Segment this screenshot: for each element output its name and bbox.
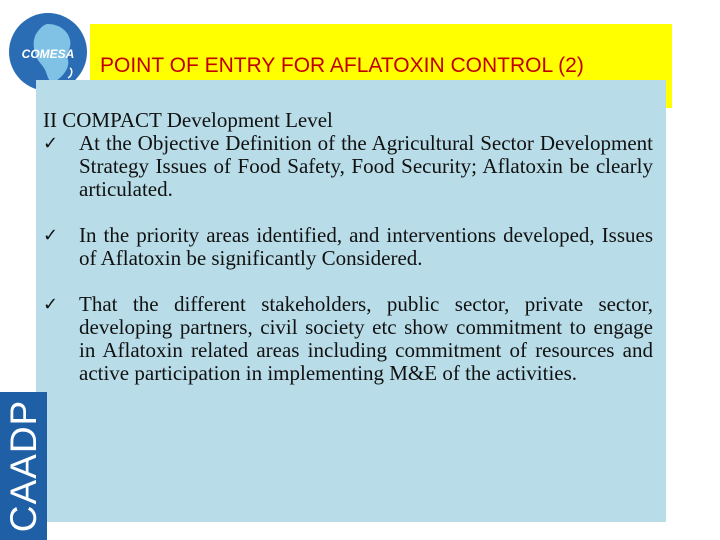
bullet-text: At the Objective Definition of the Agricultural Sector Development Strategy Issues of Food Safety, Food Security; Aflatoxin be clearly articulated. bbox=[79, 131, 653, 201]
slide-title: POINT OF ENTRY FOR AFLATOXIN CONTROL (2) bbox=[100, 54, 584, 77]
check-icon: ✓ bbox=[43, 294, 59, 315]
bullet-text: In the priority areas identified, and interventions developed, Issues of Aflatoxin be significantly Considered. bbox=[79, 223, 653, 270]
bullet-item bbox=[43, 224, 653, 270]
logo-text: COMESA bbox=[21, 47, 75, 61]
bullet-item bbox=[43, 132, 653, 201]
section-heading: II COMPACT Development Level bbox=[43, 108, 333, 132]
bullet-item bbox=[43, 293, 653, 385]
check-icon: ✓ bbox=[43, 133, 59, 154]
content-body bbox=[43, 109, 653, 385]
check-icon: ✓ bbox=[43, 225, 59, 246]
bullet-text: That the different stakeholders, public sector, private sector, developing partners, civil society etc show commitment to engage in Aflatoxin related areas including commitment of resources and active participation in implementing M&E of the activities. bbox=[79, 292, 653, 385]
caadp-label: CAADP bbox=[3, 399, 44, 533]
